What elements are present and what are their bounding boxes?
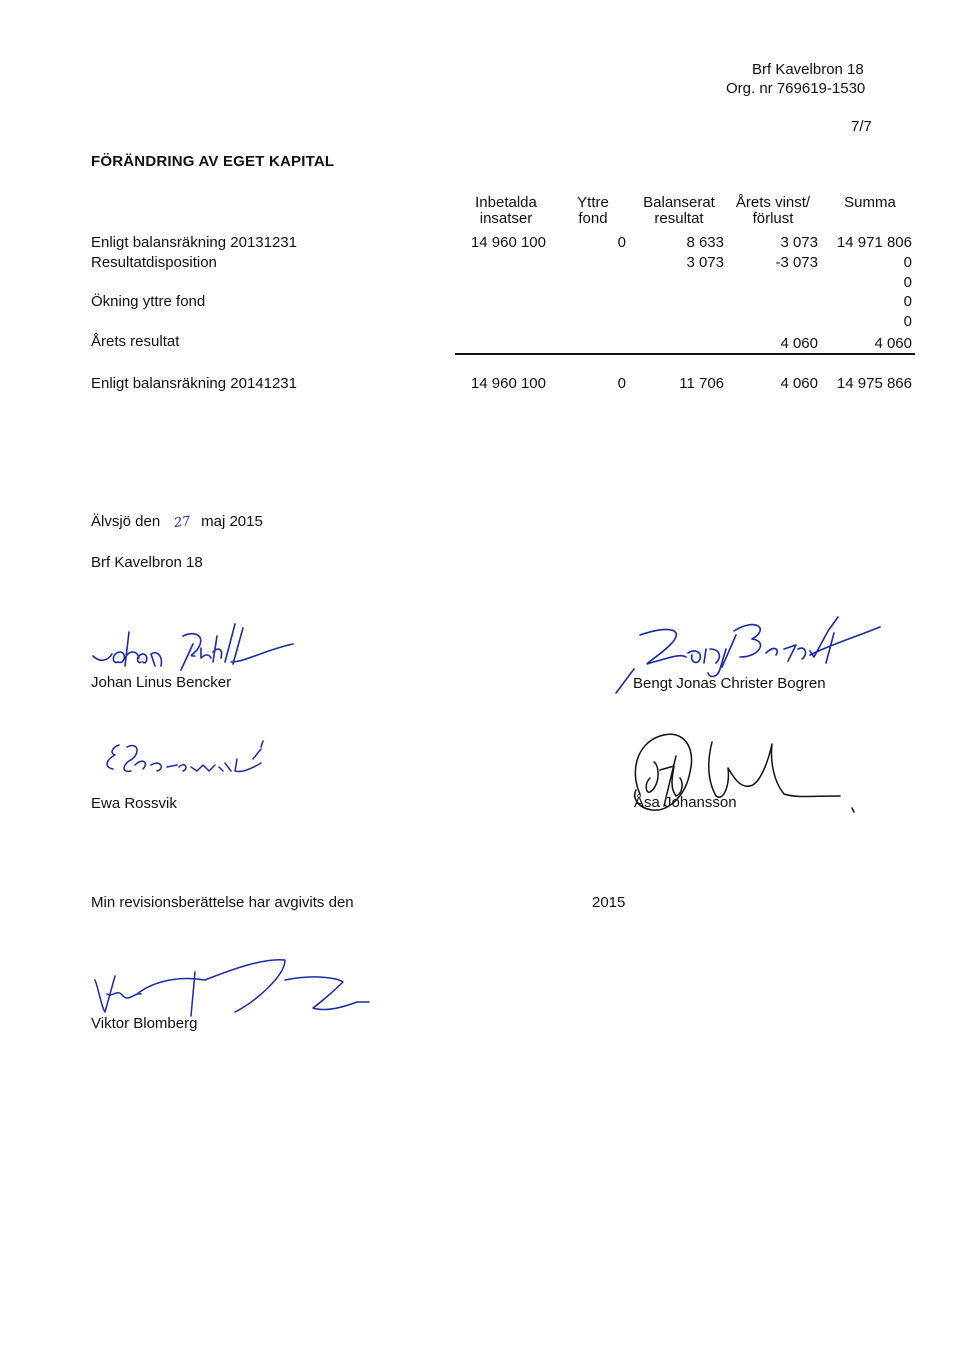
table-cell: 0 (903, 274, 912, 291)
table-cell: 4 060 (780, 335, 818, 352)
place-date-prefix: Älvsjö den (91, 513, 161, 530)
col-header-line1: Summa (844, 194, 896, 211)
sum-divider (455, 353, 915, 355)
table-cell: 14 971 806 (836, 234, 912, 251)
col-header-line2: insatser (479, 210, 533, 227)
table-cell: 0 (903, 313, 912, 330)
signature-johan-bencker (85, 610, 335, 680)
audit-statement: Min revisionsberättelse har avgivits den (91, 894, 354, 911)
table-cell: 14 975 866 (836, 375, 912, 392)
col-header-line1: Årets vinst/ (735, 194, 811, 211)
page-number: 7/7 (851, 118, 872, 135)
association-name: Brf Kavelbron 18 (91, 554, 203, 571)
table-cell: 3 073 (686, 254, 724, 271)
table-cell: -3 073 (775, 254, 818, 271)
signature-ewa-rossvik (85, 725, 315, 795)
col-header-line1: Inbetalda (475, 194, 537, 211)
place-date (91, 513, 263, 530)
table-cell: 14 960 100 (470, 375, 546, 392)
row-label: Enligt balansräkning 20141231 (91, 375, 297, 392)
table-cell: 4 060 (874, 335, 912, 352)
col-header-balanserat (632, 195, 726, 227)
table-cell: 0 (617, 234, 626, 251)
col-header-line1: Balanserat (643, 194, 715, 211)
org-name: Brf Kavelbron 18 (752, 61, 864, 78)
table-cell: 11 706 (679, 375, 724, 392)
table-cell: 8 633 (686, 234, 724, 251)
signatory-name: Johan Linus Bencker (91, 674, 232, 691)
page-title: FÖRÄNDRING AV EGET KAPITAL (91, 153, 335, 170)
table-cell: 4 060 (780, 375, 818, 392)
table-cell: 0 (617, 375, 626, 392)
place-date-suffix: maj 2015 (201, 513, 263, 530)
row-label: Resultatdisposition (91, 254, 217, 271)
signatory-name: Ewa Rossvik (91, 795, 177, 812)
col-header-arets-vinst (726, 195, 820, 227)
col-header-line2: resultat (654, 210, 704, 227)
col-header-line1: Yttre (577, 194, 609, 211)
col-header-insatser (450, 195, 562, 227)
row-label: Enligt balansräkning 20131231 (91, 234, 297, 251)
row-label: Årets resultat (91, 333, 180, 350)
org-number: Org. nr 769619-1530 (726, 80, 866, 97)
col-header-line2: förlust (752, 210, 794, 227)
signatory-name: Bengt Jonas Christer Bogren (633, 675, 826, 692)
signatory-name: Viktor Blomberg (91, 1015, 198, 1032)
table-cell: 0 (903, 254, 912, 271)
table-cell: 14 960 100 (470, 234, 546, 251)
row-label: Ökning yttre fond (91, 293, 206, 310)
audit-year: 2015 (592, 894, 626, 911)
table-cell: 0 (903, 293, 912, 310)
signatory-name: Åsa Johansson (634, 794, 737, 811)
col-header-fond (560, 195, 626, 227)
col-header-summa (828, 195, 912, 211)
col-header-line2: fond (578, 210, 608, 227)
handwritten-day: 27 (173, 513, 192, 532)
table-cell: 3 073 (780, 234, 818, 251)
